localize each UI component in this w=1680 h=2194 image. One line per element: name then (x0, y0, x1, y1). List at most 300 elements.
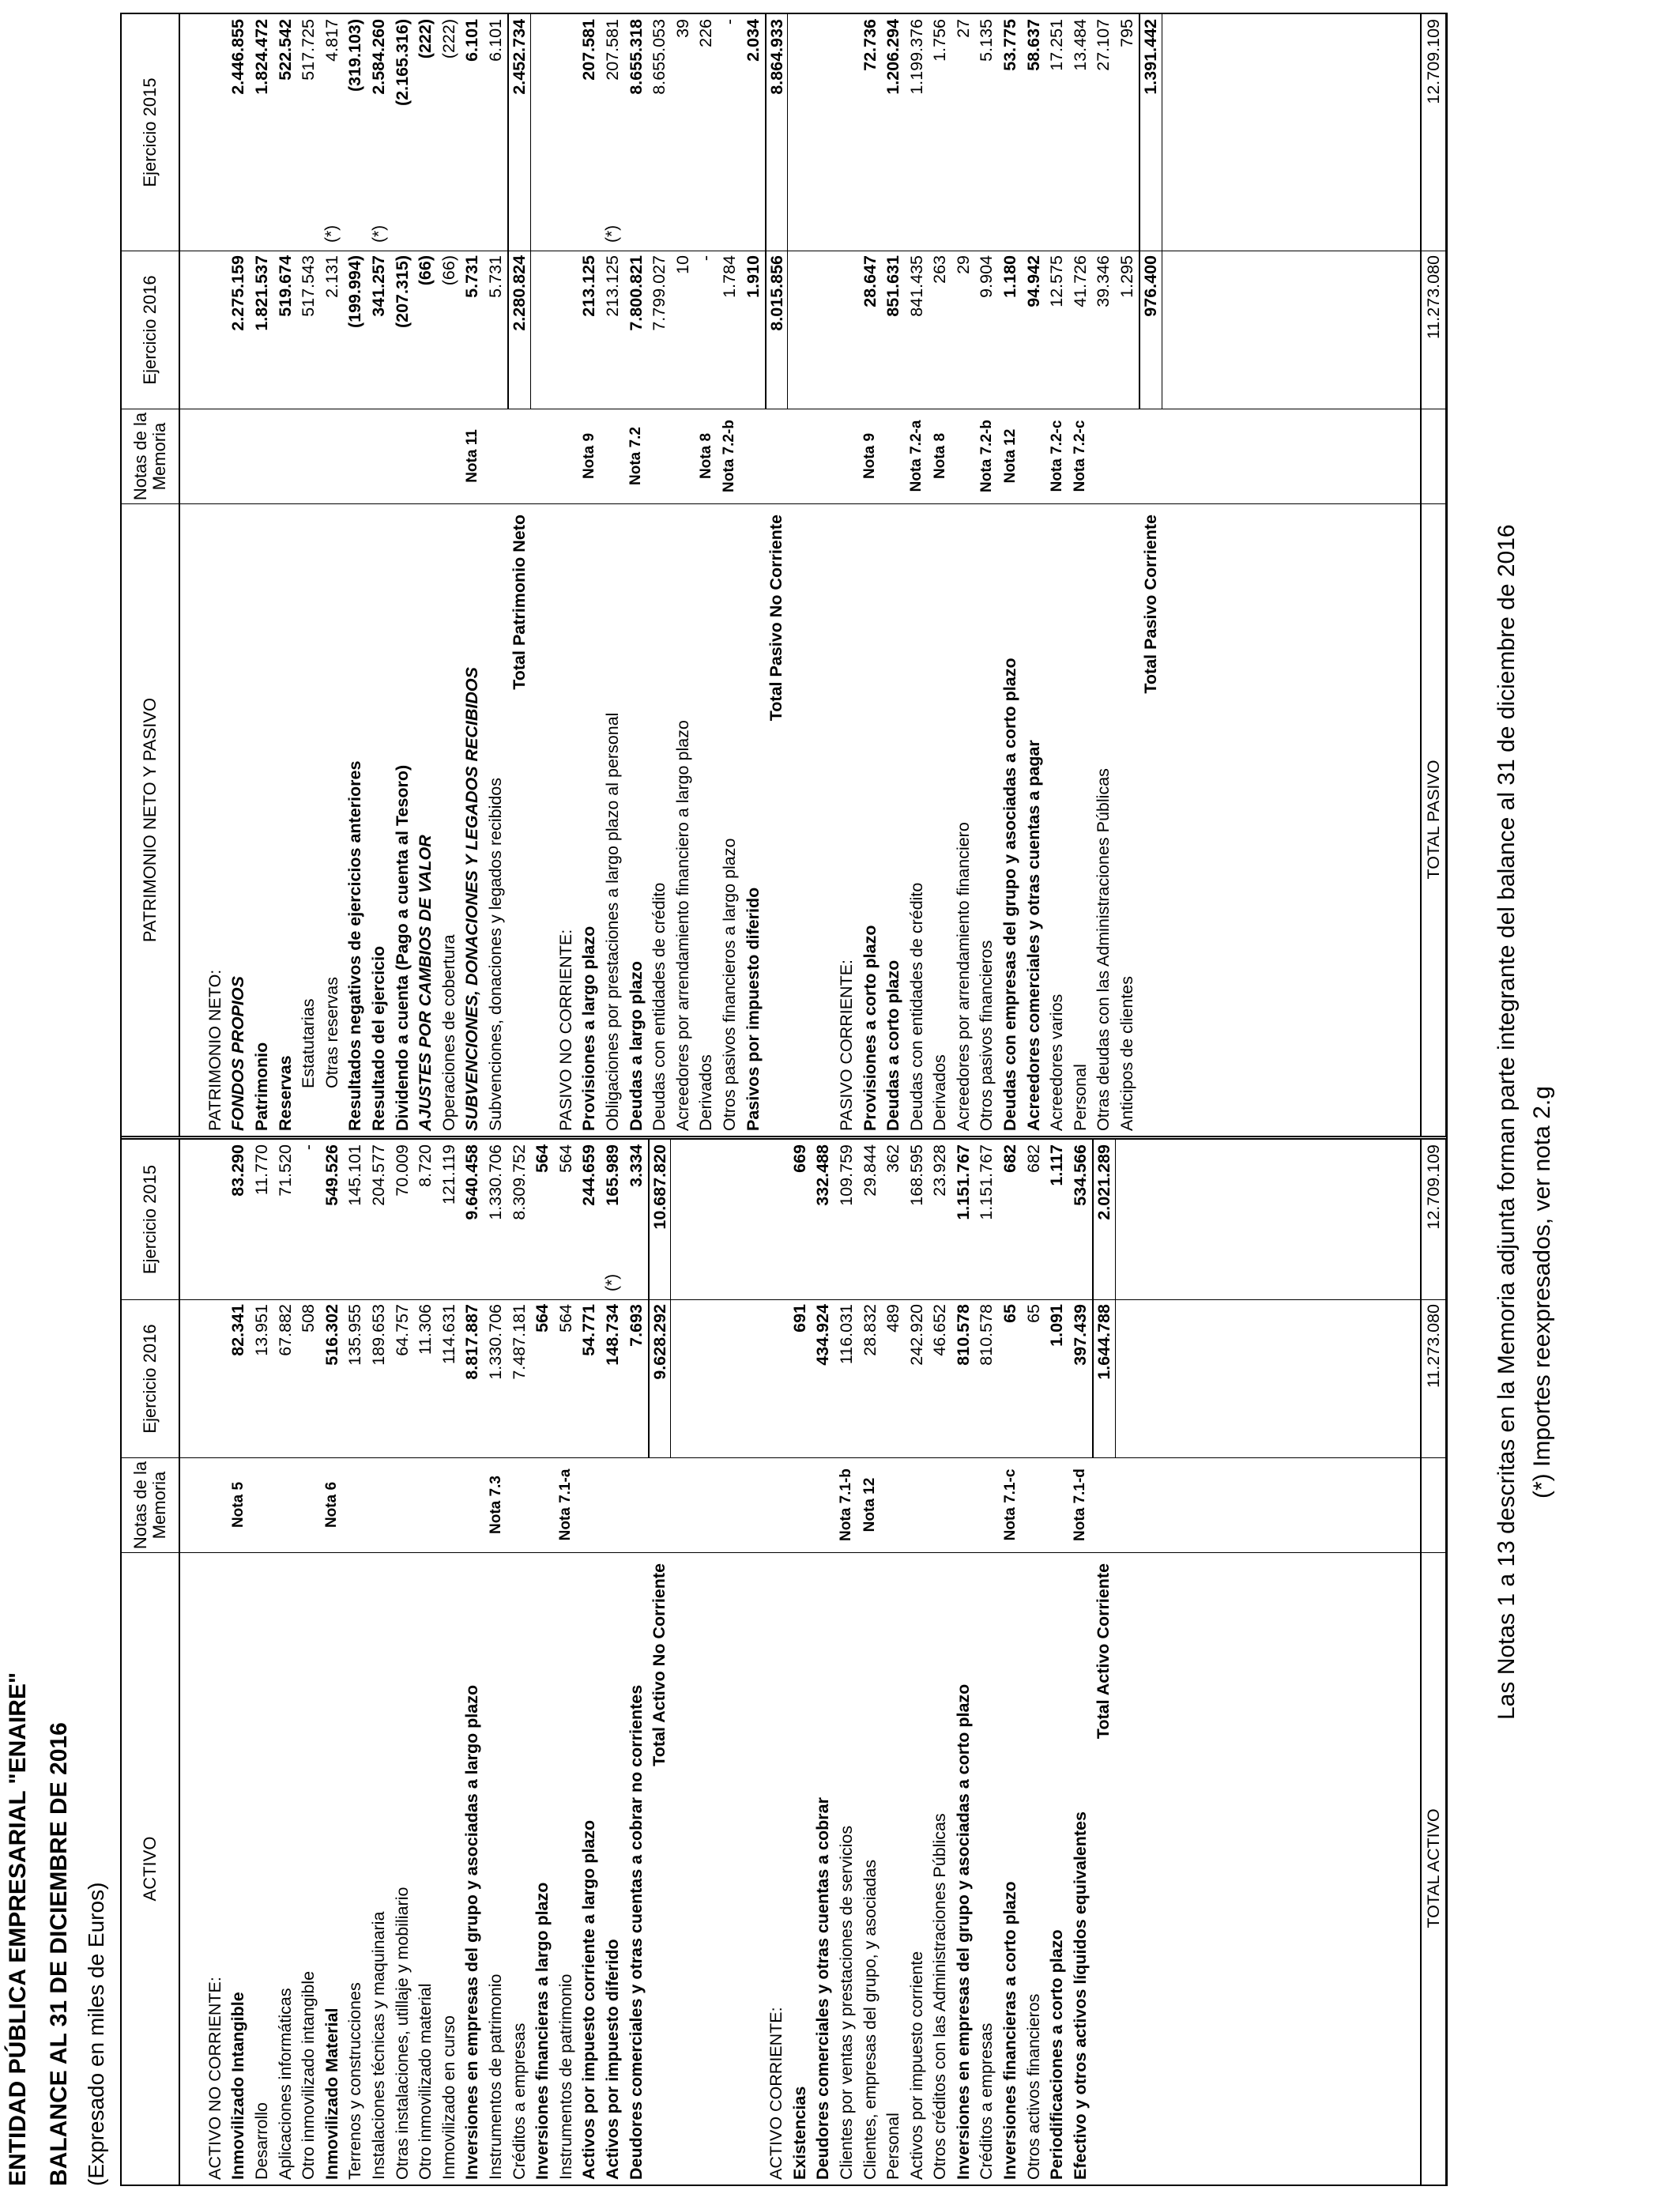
value-2015: 23.928 (930, 1144, 950, 1197)
row-nota (438, 409, 461, 503)
table-row (835, 14, 859, 1136)
value-2016 (204, 251, 228, 409)
value-2015: (222) (439, 19, 458, 59)
row-label: Deudores comerciales y otras cuentas a cobrar no corrientes (626, 1684, 646, 2180)
value-2016: 64.757 (392, 1304, 412, 1356)
value-2015-cell (671, 14, 695, 251)
value-2016 (788, 251, 812, 409)
row-nota (297, 1457, 321, 1552)
value-2015: 29.844 (860, 1144, 880, 1197)
row-nota (273, 409, 297, 503)
table-row (250, 14, 274, 1136)
value-2016: (199.994) (345, 255, 365, 329)
row-label (718, 1552, 742, 2185)
row-nota (204, 409, 228, 503)
value-2016: 7.487.181 (509, 1304, 529, 1380)
table-row (929, 14, 952, 1136)
row-nota: Nota 7.2-b (721, 420, 738, 492)
row-nota (367, 1457, 391, 1552)
table-row (975, 1140, 999, 2185)
col-activo: ACTIVO (122, 1552, 179, 2185)
value-2015: 145.101 (345, 1144, 365, 1206)
value-2016: 28.647 (860, 255, 880, 307)
value-2015-cell (718, 1140, 742, 1299)
value-2015: (222) (416, 19, 435, 59)
value-2015-cell (1139, 14, 1162, 251)
value-2016: 82.341 (228, 1304, 248, 1356)
value-2015: 522.542 (275, 19, 295, 81)
table-row (1092, 1140, 1116, 2185)
value-2016: 1.784 (719, 255, 739, 298)
row-nota (882, 1457, 906, 1552)
table-row (858, 14, 882, 1136)
row-nota: Nota 7.2-c (1048, 420, 1065, 492)
value-2016: 516.302 (322, 1304, 341, 1366)
row-nota: Nota 7.2-a (908, 420, 925, 492)
value-2015-cell (390, 14, 414, 251)
value-2015-cell (414, 1140, 438, 1299)
value-2016: 7.693 (626, 1304, 646, 1347)
row-label: Total Activo No Corriente (650, 1563, 669, 1766)
row-list (180, 14, 1446, 1136)
row-label: Deudas a largo plazo (626, 960, 646, 1131)
row-label: Estatutarias (299, 998, 318, 1088)
row-label: Existencias (789, 2086, 809, 2180)
row-label: Subvenciones, donaciones y legados recibidos (486, 777, 506, 1131)
row-nota: Nota 7.1-d (1072, 1468, 1089, 1541)
value-2016 (835, 251, 859, 409)
row-nota: Nota 7.1-a (557, 1468, 574, 1541)
value-2015: 58.637 (1023, 19, 1043, 71)
col-2015: Ejercicio 2015 (140, 1164, 160, 1275)
row-nota: Nota 7.2 (627, 427, 645, 485)
value-2015-cell (484, 14, 508, 251)
col-2015: Ejercicio 2015 (140, 77, 160, 187)
value-2016: 1.821.537 (252, 255, 272, 331)
value-2016: 397.439 (1070, 1304, 1090, 1366)
table-row (601, 14, 625, 1136)
value-2015: 1.206.294 (883, 19, 903, 95)
value-2015: 2.446.855 (228, 19, 248, 95)
value-2016: 11.273.080 (1423, 1304, 1443, 1389)
value-2015: - (299, 1144, 318, 1151)
row-label: Personal (883, 2113, 903, 2180)
value-2015: 8.655.053 (650, 19, 669, 95)
col-notas: Notas de la Memoria (122, 1457, 179, 1552)
value-2015-cell (929, 1140, 952, 1299)
table-row (1069, 1140, 1093, 2185)
value-2015-cell (882, 14, 906, 251)
value-2015-cell (1092, 1140, 1116, 1299)
row-label: Deudas con entidades de crédito (906, 882, 926, 1131)
value-2015-cell (1092, 14, 1116, 251)
value-2016: 1.644.788 (1092, 1299, 1116, 1457)
value-2015-cell (507, 1140, 531, 1299)
table-row (929, 1140, 952, 2185)
value-2015-cell (273, 14, 297, 251)
value-2016: 263 (930, 255, 950, 284)
value-2016: 519.674 (275, 255, 295, 317)
balance-sheet-table (120, 13, 1448, 2186)
value-2015-cell (1022, 1140, 1045, 1299)
row-label: Provisiones a largo plazo (579, 925, 599, 1131)
value-2016: 341.257 (369, 255, 389, 317)
value-2016 (180, 1299, 204, 1457)
table-row (1022, 1140, 1045, 2185)
table-row (1045, 1140, 1069, 2185)
table-row (204, 14, 228, 1136)
value-2016: 65 (1023, 1304, 1043, 1323)
row-nota (367, 409, 391, 503)
row-label: Otras reservas (322, 977, 341, 1088)
table-row (788, 1140, 812, 2185)
value-2016: 8.015.856 (765, 251, 789, 409)
value-2016: 1.330.706 (486, 1304, 506, 1380)
table-row (648, 1140, 672, 2185)
row-label: Acreedores comerciales y otras cuentas a pagar (1023, 740, 1043, 1131)
value-2015-cell (250, 14, 274, 251)
value-2015-cell (297, 14, 321, 251)
value-2016: 135.955 (345, 1304, 365, 1366)
value-2016: 13.951 (252, 1304, 272, 1356)
table-row (952, 14, 976, 1136)
row-label: Anticipos de clientes (1117, 976, 1137, 1131)
value-2015: 9.640.458 (462, 1144, 482, 1220)
value-2015-cell (952, 1140, 976, 1299)
row-nota (905, 1457, 929, 1552)
value-2016: (66) (439, 255, 458, 286)
value-2015-cell (952, 14, 976, 251)
value-2016: - (696, 255, 716, 262)
value-2015: 13.484 (1070, 19, 1090, 71)
table-row (1116, 14, 1139, 1136)
value-2015-cell (1069, 1140, 1093, 1299)
value-2016: 10 (672, 255, 692, 274)
row-label: Terrenos y construcciones (345, 1982, 365, 2180)
entity-title: ENTIDAD PÚBLICA EMPRESARIAL "ENAIRE" (5, 1672, 31, 2186)
value-2015: 534.566 (1070, 1144, 1090, 1206)
value-2016: 5.731 (462, 255, 482, 298)
value-2015-cell (1116, 14, 1139, 251)
row-nota (601, 409, 625, 503)
table-row (344, 1140, 367, 2185)
value-2015-cell (975, 1140, 999, 1299)
value-2016: 2.131 (322, 255, 341, 298)
row-label: TOTAL ACTIVO (1423, 1808, 1443, 1928)
value-2015: 549.526 (322, 1144, 341, 1206)
row-nota: Nota 9 (861, 432, 879, 480)
value-2015: 70.009 (392, 1144, 412, 1197)
row-label (695, 1552, 718, 2185)
row-label (531, 503, 555, 1136)
row-label (788, 503, 812, 1136)
value-2015-cell (344, 1140, 367, 1299)
value-2015: (2.165.316) (392, 19, 412, 106)
value-2015-cell (555, 1140, 578, 1299)
value-2015: 27 (953, 19, 973, 38)
table-row (461, 14, 484, 1136)
value-2016 (1162, 251, 1186, 409)
row-label: ACTIVO CORRIENTE: (767, 2007, 786, 2180)
row-nota: Nota 12 (861, 1477, 879, 1532)
value-2015-cell (835, 14, 859, 251)
table-row (1139, 14, 1162, 1136)
value-2016: 7.800.821 (626, 255, 646, 331)
value-2016: 1.910 (743, 255, 763, 298)
table-row (882, 14, 906, 1136)
value-2016: 1.180 (1000, 255, 1020, 298)
row-label: Activos por impuesto diferido (602, 1939, 622, 2180)
value-2015-cell (624, 14, 648, 251)
table-row (1092, 14, 1116, 1136)
value-2015: 6.101 (486, 19, 506, 62)
row-nota: Nota 7.3 (487, 1476, 504, 1534)
row-label: Instalaciones técnicas y maquinaria (369, 1911, 389, 2180)
value-2016: 810.578 (977, 1304, 996, 1366)
table-row (390, 14, 414, 1136)
value-2016: 851.631 (883, 255, 903, 317)
restated-marker: (*) (322, 224, 341, 243)
value-2016: 517.543 (299, 255, 318, 317)
value-2015: 12.709.109 (1423, 1144, 1443, 1230)
value-2016 (1116, 1299, 1139, 1457)
table-row (555, 14, 578, 1136)
row-label: Reservas (275, 1055, 295, 1131)
table-row (882, 1140, 906, 2185)
col-patrimonio: PATRIMONIO NETO Y PASIVO (122, 503, 179, 1136)
row-nota (531, 1457, 555, 1552)
table-row (952, 1140, 976, 2185)
table-row (671, 14, 695, 1136)
value-2015-cell (227, 14, 250, 251)
value-2015: 669 (789, 1144, 809, 1173)
value-2015: 1.391.442 (1141, 19, 1161, 95)
row-label: Instrumentos de patrimonio (556, 1973, 575, 2180)
value-2015: 3.334 (626, 1144, 646, 1187)
value-2015-cell (882, 1140, 906, 1299)
row-label: AJUSTES POR CAMBIOS DE VALOR (416, 835, 435, 1131)
value-2015-cell (204, 1140, 228, 1299)
value-2015: 168.595 (906, 1144, 926, 1206)
value-2016: 94.942 (1023, 255, 1043, 307)
table-row (975, 14, 999, 1136)
table-row (273, 14, 297, 1136)
table-row (999, 14, 1023, 1136)
value-2015-cell (578, 14, 601, 251)
row-nota (1092, 409, 1116, 503)
value-2015-cell (601, 14, 625, 251)
value-2015: 204.577 (369, 1144, 389, 1206)
value-2015: 6.101 (462, 19, 482, 62)
value-2015: 1.756 (930, 19, 950, 62)
row-label: Periodificaciones a corto plazo (1047, 1929, 1067, 2180)
value-2015: 8.720 (416, 1144, 435, 1187)
row-label: PASIVO CORRIENTE: (836, 959, 856, 1131)
row-nota (788, 1457, 812, 1552)
row-nota: Nota 6 (323, 1481, 341, 1529)
value-2016 (531, 251, 555, 409)
row-nota (648, 409, 672, 503)
value-2016: 1.295 (1117, 255, 1137, 298)
row-label (180, 1552, 204, 2185)
row-nota (507, 409, 531, 503)
value-2015-cell (741, 1140, 765, 1299)
pasivo-body (180, 14, 1446, 1136)
row-label: Otros créditos con las Administraciones Públicas (930, 1813, 950, 2180)
value-2015-cell (531, 1140, 555, 1299)
row-label: Créditos a empresas (977, 2022, 996, 2180)
table-row (344, 14, 367, 1136)
value-2015-cell (461, 1140, 484, 1299)
col-2016: Ejercicio 2016 (122, 251, 179, 409)
units-note: (Expresado en miles de Euros) (84, 1882, 108, 2186)
value-2015: 27.107 (1094, 19, 1113, 71)
row-nota (1162, 409, 1186, 503)
row-label: Patrimonio (252, 1042, 272, 1131)
row-label: Otro inmovilizado intangible (299, 1970, 318, 2180)
value-2015-cell (438, 1140, 461, 1299)
row-nota: Nota 9 (580, 432, 597, 480)
value-2016: 11.273.080 (1423, 255, 1443, 340)
value-2015: 71.520 (275, 1144, 295, 1197)
table-row (438, 1140, 461, 2185)
value-2015-cell (624, 1140, 648, 1299)
row-nota (1092, 1457, 1116, 1552)
value-2016: 12.575 (1047, 255, 1067, 307)
table-row (484, 14, 508, 1136)
value-2016: (66) (416, 255, 435, 286)
value-2015-cell (578, 1140, 601, 1299)
value-2015-cell (1045, 1140, 1069, 1299)
value-2016 (671, 1299, 695, 1457)
activo-body (180, 1140, 1446, 2185)
row-label: Clientes, empresas del grupo, y asociadas (860, 1859, 880, 2180)
footer-note: Las Notas 1 a 13 descritas en la Memoria adjunta forman parte integrante del balance al 31 de diciembre de 2016 (1494, 524, 1520, 1720)
value-2015: 682 (1000, 1144, 1020, 1173)
row-nota (438, 1457, 461, 1552)
value-2016 (204, 1299, 228, 1457)
value-2016: 7.799.027 (650, 255, 669, 331)
row-nota (321, 409, 345, 503)
value-2015: 39 (672, 19, 692, 38)
table-row (741, 14, 765, 1136)
row-nota (812, 1457, 835, 1552)
value-2015: 362 (883, 1144, 903, 1173)
row-nota (671, 409, 695, 503)
row-label: Total Patrimonio Neto (509, 515, 529, 690)
value-2015-cell (858, 14, 882, 251)
value-2015: 226 (696, 19, 716, 47)
value-2015-cell (227, 1140, 250, 1299)
table-row (695, 14, 718, 1136)
table-row (999, 1140, 1023, 2185)
value-2016: 976.400 (1139, 251, 1162, 409)
row-label: Otras instalaciones, utillaje y mobiliario (392, 1887, 412, 2180)
row-label: Deudores comerciales y otras cuentas a cobrar (813, 1797, 833, 2180)
row-nota (180, 1457, 204, 1552)
value-2016: 65 (1000, 1304, 1020, 1323)
value-2016: 148.734 (602, 1304, 622, 1366)
table-row (765, 14, 789, 1136)
row-label: Acreedores por arrendamiento financiero a largo plazo (672, 720, 692, 1131)
table-row (1116, 1140, 1139, 2185)
pasivo-section (122, 14, 1446, 1136)
table-row (297, 1140, 321, 2185)
value-2016: 67.882 (275, 1304, 295, 1356)
row-label: Derivados (696, 1054, 716, 1131)
value-2015-cell (1069, 14, 1093, 251)
value-2016: 5.731 (486, 255, 506, 298)
value-2016: 213.125 (602, 255, 622, 317)
row-label: Créditos a empresas (509, 2022, 529, 2180)
value-2016: 116.031 (836, 1304, 856, 1365)
value-2015: 10.687.820 (650, 1144, 669, 1230)
value-2015: 2.452.734 (510, 19, 529, 95)
row-label: FONDOS PROPIOS (228, 976, 248, 1131)
row-nota: Nota 7.1-b (838, 1468, 855, 1541)
table-row (484, 1140, 508, 2185)
row-nota (461, 1457, 484, 1552)
value-2016 (555, 251, 578, 409)
row-nota (555, 409, 578, 503)
value-2016: 114.631 (439, 1304, 458, 1365)
row-nota (975, 1457, 999, 1552)
row-nota (1116, 1457, 1139, 1552)
row-nota (484, 409, 508, 503)
value-2015-cell (297, 1140, 321, 1299)
row-nota (882, 409, 906, 503)
value-2015: - (719, 19, 739, 25)
restated-marker: (*) (603, 1273, 622, 1291)
value-2015-cell (812, 14, 835, 251)
row-nota (765, 409, 789, 503)
table-row (414, 14, 438, 1136)
table-row (250, 1140, 274, 2185)
value-2015: 8.655.318 (626, 19, 646, 95)
value-2016: 8.817.887 (462, 1304, 482, 1380)
table-row (390, 1140, 414, 2185)
table-row (1420, 14, 1446, 1136)
table-row (741, 1140, 765, 2185)
value-2015: 1.117 (1047, 1144, 1067, 1186)
value-2015-cell (1045, 14, 1069, 251)
value-2015-cell (835, 1140, 859, 1299)
value-2016: 29 (953, 255, 973, 274)
table-row (531, 14, 555, 1136)
row-label: Operaciones de cobertura (439, 934, 458, 1131)
row-nota (788, 409, 812, 503)
table-row (227, 14, 250, 1136)
row-nota (273, 1457, 297, 1552)
value-2015-cell (484, 1140, 508, 1299)
value-2015: 165.989 (602, 1144, 622, 1206)
value-2015: 244.659 (579, 1144, 599, 1206)
value-2015-cell (438, 14, 461, 251)
value-2015-cell (507, 14, 531, 251)
row-nota (765, 1457, 789, 1552)
value-2016: 9.628.292 (648, 1299, 672, 1457)
value-2015-cell (929, 14, 952, 251)
value-2016: (207.315) (392, 255, 412, 329)
value-2016: 9.904 (977, 255, 996, 298)
value-2016 (180, 251, 204, 409)
row-label: Dividendo a cuenta (Pago a cuenta al Tesoro) (392, 764, 412, 1131)
row-nota (390, 409, 414, 503)
row-nota: Nota 7.2-b (977, 420, 995, 492)
table-row (765, 1140, 789, 2185)
value-2015-cell (250, 1140, 274, 1299)
row-label: Total Activo Corriente (1094, 1563, 1113, 1740)
